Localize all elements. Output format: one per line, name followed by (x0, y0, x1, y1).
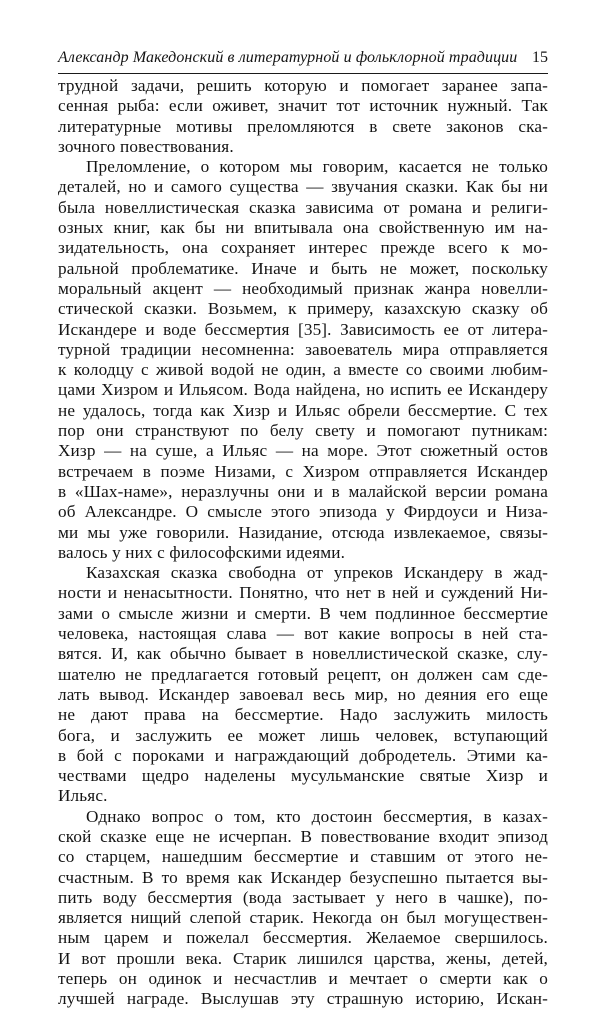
text-line: озных книг, как бы ни впитывала она свойственную им на- (58, 218, 548, 238)
text-line: валось у них с философскими идеями. (58, 542, 346, 562)
paragraph (58, 807, 548, 1010)
book-page (58, 48, 548, 1010)
text-line: в «Шах-наме», неразлучны они и в малайской версии романа (58, 481, 548, 501)
text-line: ской сказке еще не исчерпан. В повествование входит эпизод (58, 826, 548, 846)
text-line: чествами щедро наделены мусульманские святые Хизр и (58, 766, 548, 786)
body-text (58, 76, 548, 1010)
text-line: счастным. В то время как Искандер безуспешно пытается вы- (58, 867, 548, 887)
text-line: цами Хизром и Ильясом. Вода найдена, но испить ее Искандеру (58, 380, 548, 400)
text-line: зидательность, она сохраняет интерес прежде всего к мо- (58, 238, 548, 258)
text-line: Казахская сказка свободна от упреков Искандеру в жад- (86, 563, 548, 583)
text-line: со старцем, нашедшим бессмертие и ставшим от этого не- (58, 847, 548, 867)
text-line: об Александре. О смысле этого эпизода у Фирдоуси и Низа- (58, 502, 548, 522)
text-line: не удалось, тогда как Хизр и Ильяс обрели бессмертие. С тех (58, 400, 548, 420)
text-line: Хизр — на суше, а Ильяс — на море. Этот сюжетный остов (58, 441, 548, 461)
text-line: трудной задачи, решить которую и помогает заранее запа- (58, 76, 548, 95)
text-line: стической сказки. Возьмем, к примеру, казахскую сказку об (58, 299, 548, 319)
text-line: человека, настоящая слава — вот какие вопросы в ней ста- (58, 624, 548, 644)
running-header (58, 48, 548, 74)
text-line: встречаем в поэме Низами, с Хизром отправляется Искандер (58, 461, 548, 481)
text-line: сенная рыба: если оживет, значит тот источник нужный. Так (58, 96, 548, 116)
text-line: шателю не предлагается готовый рецепт, он должен сам сде- (58, 664, 548, 684)
text-line: пить воду бессмертия (вода застывает у него в чашке), по- (58, 887, 548, 907)
text-line: Искандере и воде бессмертия [35]. Зависимость ее от литера- (58, 319, 548, 339)
text-line: теперь он одинок и несчастлив и мечтает о смерти как о (58, 969, 548, 989)
text-line: ми мы уже говорили. Назидание, отсюда извлекаемое, связы- (58, 522, 548, 542)
paragraph (58, 157, 548, 563)
running-title: Александр Македонский в литературной и фольклорной традиции (58, 49, 518, 66)
text-line: Преломление, о котором мы говорим, касается не только (86, 157, 548, 177)
text-line: лучшей награде. Выслушав эту страшную историю, Искан- (58, 989, 548, 1009)
text-line: не дают права на бессмертие. Надо заслужить милость (58, 705, 548, 725)
paragraph (58, 76, 548, 157)
text-line: моральный акцент — необходимый признак жанра новелли- (58, 278, 548, 298)
text-line: бога, и заслужить ее может лишь человек, вступающий (58, 725, 548, 745)
text-line: ральной проблематике. Иначе и быть не может, поскольку (58, 258, 548, 278)
text-line: турной традиции несомненна: завоеватель мира отправляется (58, 339, 548, 359)
text-line: пор они странствуют по белу свету и помогают путникам: (58, 421, 548, 441)
text-line: к колодцу с живой водой не один, а вместе со своими любим- (58, 360, 548, 380)
text-line: И вот прошли века. Старик лишился царства, жены, детей, (58, 948, 548, 968)
text-line: ности и ненасытности. Понятно, что нет в ней и суждений Ни- (58, 583, 548, 603)
text-line: деталей, но и самого существа — звучания сказки. Как бы ни (58, 177, 548, 197)
page-number: 15 (532, 49, 548, 66)
text-line: лать вывод. Искандер завоевал весь мир, но деяния его еще (58, 684, 548, 704)
text-line: является нищий слепой старик. Некогда он был могуществен- (58, 908, 548, 928)
paragraph (58, 563, 548, 807)
text-line: в бой с пороками и награждающий добродетель. Этими ка- (58, 745, 548, 765)
text-line: была новеллистическая сказка зависима от романа и религи- (58, 197, 548, 217)
text-line: Однако вопрос о том, кто достоин бессмертия, в казах- (86, 806, 548, 826)
text-line: зочного повествования. (58, 136, 234, 156)
text-line: вятся. И, как обычно бывает в новеллистической сказке, слу- (58, 644, 548, 664)
text-line: ным царем и пожелал бессмертия. Желаемое свершилось. (58, 928, 548, 948)
text-line: зами о смысле жизни и смерти. В чем подлинное бессмертие (58, 603, 548, 623)
text-line: Ильяс. (58, 786, 108, 806)
text-line: литературные мотивы преломляются в свете законов ска- (58, 116, 548, 136)
